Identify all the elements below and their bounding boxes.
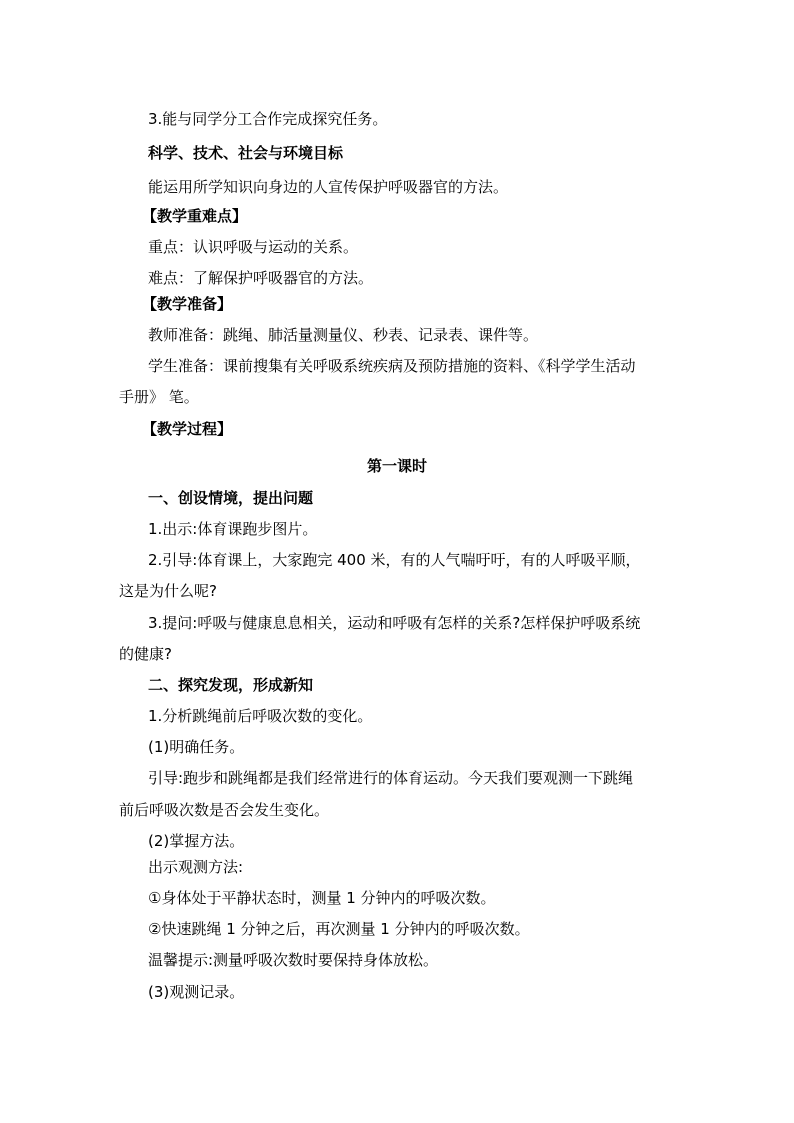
guide-task-text: 引导:跑步和跳绳都是我们经常进行的体育运动。今天我们要观测一下跳绳 (148, 769, 634, 787)
lesson-title: 第一课时 (366, 457, 427, 475)
part-two-heading: 二、探究发现，形成新知 (148, 676, 314, 694)
student-preparation-continuation: 手册》 笔。 (119, 388, 199, 406)
section-heading-stse-goals: 科学、技术、社会与环境目标 (148, 144, 344, 162)
step-3-question-continuation: 的健康? (119, 645, 172, 663)
step-2-guide-continuation: 这是为什么呢? (119, 582, 217, 600)
teacher-preparation-text: 教师准备：跳绳、肺活量测量仪、秒表、记录表、课件等。 (148, 326, 539, 344)
method-step-2-text: ②快速跳绳 1 分钟之后，再次测量 1 分钟内的呼吸次数。 (148, 920, 530, 938)
objective-item-3: 3.能与同学分工合作完成探究任务。 (148, 110, 388, 128)
section-heading-teaching-process: 【教学过程】 (142, 420, 233, 438)
step-2-guide-text: 2.引导:体育课上，大家跑完 400 米，有的人气喘吁吁，有的人呼吸平顺， (148, 551, 641, 569)
guide-task-continuation: 前后呼吸次数是否会发生变化。 (119, 801, 330, 819)
section-heading-preparation: 【教学准备】 (142, 295, 233, 313)
stse-goal-text: 能运用所学知识向身边的人宣传保护呼吸器官的方法。 (148, 178, 509, 196)
observation-record-text: (3)观测记录。 (148, 983, 245, 1001)
key-point-text: 重点：认识呼吸与运动的关系。 (148, 238, 359, 256)
section-heading-key-points: 【教学重难点】 (142, 207, 248, 225)
method-intro-text: 出示观测方法: (148, 858, 244, 876)
part-one-heading: 一、创设情境，提出问题 (148, 489, 314, 507)
difficult-point-text: 难点：了解保护呼吸器官的方法。 (148, 269, 374, 287)
analysis-task-text: 1.分析跳绳前后呼吸次数的变化。 (148, 707, 373, 725)
clarify-task-text: (1)明确任务。 (148, 738, 245, 756)
student-preparation-text: 学生准备：课前搜集有关呼吸系统疾病及预防措施的资料、《科学学生活动 (148, 357, 636, 375)
master-method-text: (2)掌握方法。 (148, 832, 245, 850)
step-1-show-text: 1.出示:体育课跑步图片。 (148, 520, 318, 538)
warm-tip-text: 温馨提示:测量呼吸次数时要保持身体放松。 (148, 951, 439, 969)
step-3-question-text: 3.提问:呼吸与健康息息相关，运动和呼吸有怎样的关系?怎样保护呼吸系统 (148, 614, 641, 632)
method-step-1-text: ①身体处于平静状态时，测量 1 分钟内的呼吸次数。 (148, 889, 496, 907)
